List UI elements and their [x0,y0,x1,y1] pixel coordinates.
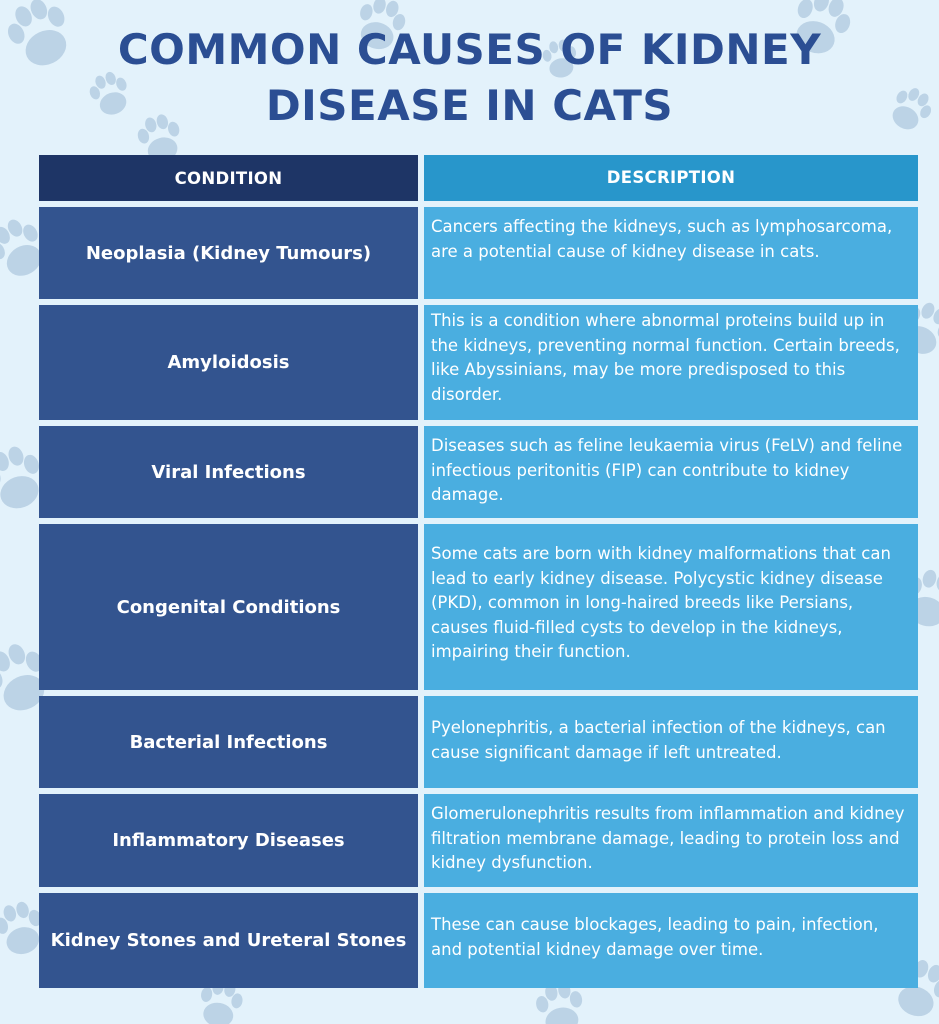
page-title-line-1: COMMON CAUSES OF KIDNEY [117,25,822,74]
table-row [39,794,918,887]
header-description: DESCRIPTION [424,155,918,201]
description-cell: These can cause blockages, leading to pain, infection, and potential kidney damage over time. [424,893,918,988]
condition-cell: Kidney Stones and Ureteral Stones [39,893,418,988]
condition-cell: Viral Infections [39,426,418,518]
description-cell: Diseases such as feline leukaemia virus (FeLV) and feline infectious peritonitis (FIP) can contribute to kidney damage. [424,426,918,518]
description-cell: Cancers affecting the kidneys, such as lymphosarcoma, are a potential cause of kidney disease in cats. [424,207,918,299]
table-row [39,207,918,299]
header-condition: CONDITION [39,155,418,201]
description-cell: Pyelonephritis, a bacterial infection of the kidneys, can cause significant damage if left untreated. [424,696,918,788]
description-cell: This is a condition where abnormal proteins build up in the kidneys, preventing normal function. Certain breeds, like Abyssinians, may be more predisposed to this disorder. [424,305,918,420]
condition-cell: Amyloidosis [39,305,418,420]
table-header-row [39,155,918,201]
table-row [39,696,918,788]
condition-cell: Neoplasia (Kidney Tumours) [39,207,418,299]
table-row [39,426,918,518]
page-title [0,22,939,134]
condition-cell: Bacterial Infections [39,696,418,788]
condition-cell: Inflammatory Diseases [39,794,418,887]
description-cell: Glomerulonephritis results from inflammation and kidney filtration membrane damage, leading to protein loss and kidney dysfunction. [424,794,918,887]
page-title-line-2: DISEASE IN CATS [265,81,674,130]
condition-cell: Congenital Conditions [39,524,418,690]
table-row [39,305,918,420]
table-row [39,893,918,988]
table-row [39,524,918,690]
description-cell: Some cats are born with kidney malformations that can lead to early kidney disease. Polycystic kidney disease (PKD), common in long-haired breeds like Persians, causes fluid-filled cysts to develop in the kidneys, impairing their function. [424,524,918,690]
